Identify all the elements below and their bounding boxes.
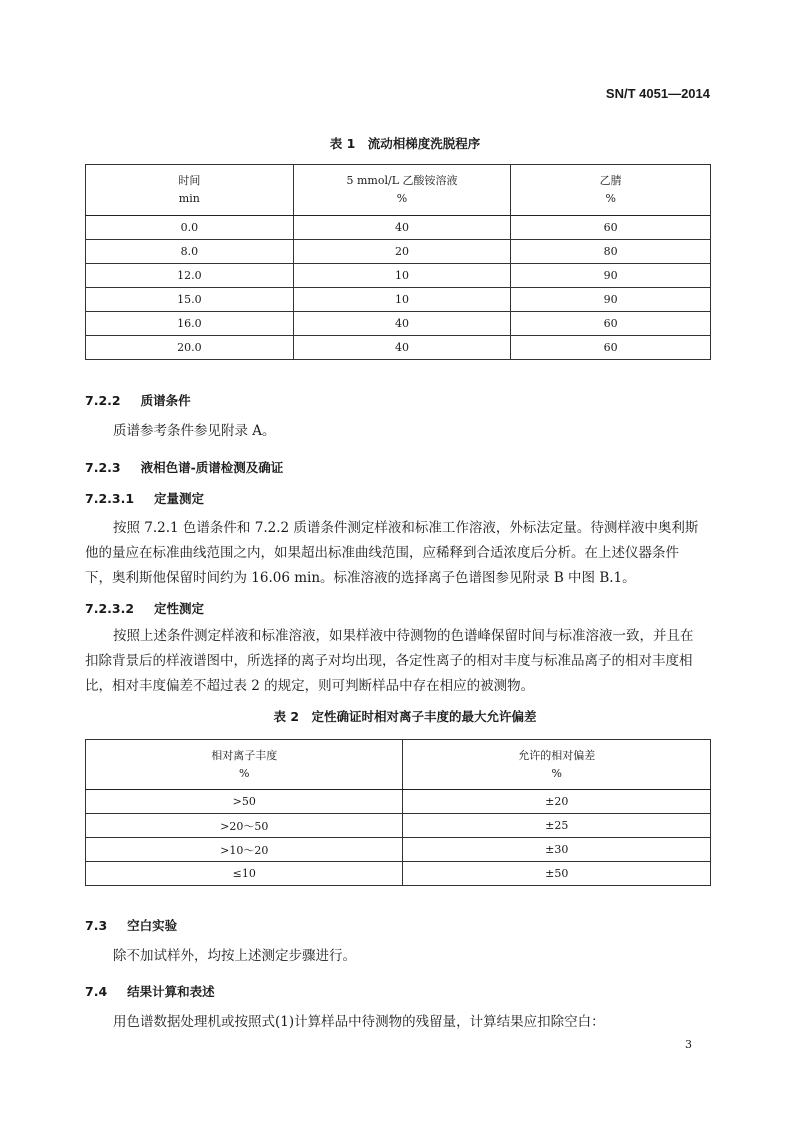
table1-header-row xyxy=(86,165,711,216)
section-7-2-3-2-line-3: 比，相对丰度偏差不超过表 2 的规定，则可判断样品中存在相应的被测物。 xyxy=(85,678,535,694)
section-7-2-3-2-line-2: 扣除背景后的样液谱图中，所选择的离子对均出现，各定性离子的相对丰度与标准品离子的相对丰度相 xyxy=(85,653,693,669)
section-7-4-text: 用色谱数据处理机或按照式(1)计算样品中待测物的残留量，计算结果应扣除空白： xyxy=(113,1014,605,1030)
table-row xyxy=(86,838,711,862)
table-cell: 60 xyxy=(511,312,711,336)
table1-caption: 表 1 流动相梯度洗脱程序 xyxy=(329,136,481,151)
table-cell: 90 xyxy=(511,288,711,312)
table-cell: 10 xyxy=(293,288,511,312)
section-7-4-heading: 7.4 结果计算和表述 xyxy=(85,984,215,999)
section-7-2-3-2-heading: 7.2.3.2 定性测定 xyxy=(85,601,205,616)
table1-header-ammonium-acetate: 5 mmol/L 乙酸铵溶液 % xyxy=(293,165,511,216)
table-cell: ±30 xyxy=(403,838,711,862)
standard-number: SN/T 4051—2014 xyxy=(605,86,710,101)
table-row xyxy=(86,312,711,336)
table-cell: 40 xyxy=(293,216,511,240)
table-cell: >50 xyxy=(86,790,403,814)
table-cell: 20.0 xyxy=(86,336,294,360)
table2-caption: 表 2 定性确证时相对离子丰度的最大允许偏差 xyxy=(273,709,537,724)
section-7-2-3-1-line-3: 下，奥利斯他保留时间约为 16.06 min。标准溶液的选择离子色谱图参见附录 B 中图 B.1。 xyxy=(85,570,636,586)
section-7-3-text: 除不加试样外，均按上述测定步骤进行。 xyxy=(113,948,356,964)
table1 xyxy=(85,164,711,360)
table-row xyxy=(86,790,711,814)
table2-header-deviation: 允许的相对偏差 % xyxy=(403,740,711,790)
table-cell: 8.0 xyxy=(86,240,294,264)
table-cell: 40 xyxy=(293,312,511,336)
table-cell: 0.0 xyxy=(86,216,294,240)
table-cell: ≤10 xyxy=(86,862,403,886)
table-cell: ±25 xyxy=(403,814,711,838)
section-7-2-3-1-line-1: 按照 7.2.1 色谱条件和 7.2.2 质谱条件测定样液和标准工作溶液，外标法定量。待测样液中奥利斯 xyxy=(113,520,699,536)
table-row xyxy=(86,264,711,288)
table-cell: >10～20 xyxy=(86,838,403,862)
table-row xyxy=(86,814,711,838)
table2-header-row xyxy=(86,740,711,790)
table1-header-acetonitrile: 乙腈 % xyxy=(511,165,711,216)
table-row xyxy=(86,288,711,312)
table2 xyxy=(85,739,711,886)
table-row xyxy=(86,240,711,264)
table-cell: 10 xyxy=(293,264,511,288)
table-cell: 20 xyxy=(293,240,511,264)
section-7-2-3-1-line-2: 他的量应在标准曲线范围之内，如果超出标准曲线范围，应稀释到合适浓度后分析。在上述仪器条件 xyxy=(85,545,679,561)
table-cell: 40 xyxy=(293,336,511,360)
section-7-2-2-heading: 7.2.2 质谱条件 xyxy=(85,393,191,408)
table-cell: ±50 xyxy=(403,862,711,886)
section-7-2-3-heading: 7.2.3 液相色谱-质谱检测及确证 xyxy=(85,460,284,475)
table-cell: 60 xyxy=(511,336,711,360)
section-7-3-heading: 7.3 空白实验 xyxy=(85,918,178,933)
table-cell: ±20 xyxy=(403,790,711,814)
page-number: 3 xyxy=(685,1038,692,1051)
table1-header-time: 时间 min xyxy=(86,165,294,216)
table-cell: 12.0 xyxy=(86,264,294,288)
table-cell: >20～50 xyxy=(86,814,403,838)
table-cell: 80 xyxy=(511,240,711,264)
section-7-2-3-1-heading: 7.2.3.1 定量测定 xyxy=(85,491,205,506)
table-cell: 15.0 xyxy=(86,288,294,312)
table-cell: 90 xyxy=(511,264,711,288)
table-cell: 60 xyxy=(511,216,711,240)
section-7-2-2-text: 质谱参考条件参见附录 A。 xyxy=(113,423,276,439)
table-row xyxy=(86,336,711,360)
table2-header-abundance: 相对离子丰度 % xyxy=(86,740,403,790)
table-row xyxy=(86,862,711,886)
table-row xyxy=(86,216,711,240)
table-cell: 16.0 xyxy=(86,312,294,336)
section-7-2-3-2-line-1: 按照上述条件测定样液和标准溶液，如果样液中待测物的色谱峰保留时间与标准溶液一致，并且在 xyxy=(113,628,694,644)
